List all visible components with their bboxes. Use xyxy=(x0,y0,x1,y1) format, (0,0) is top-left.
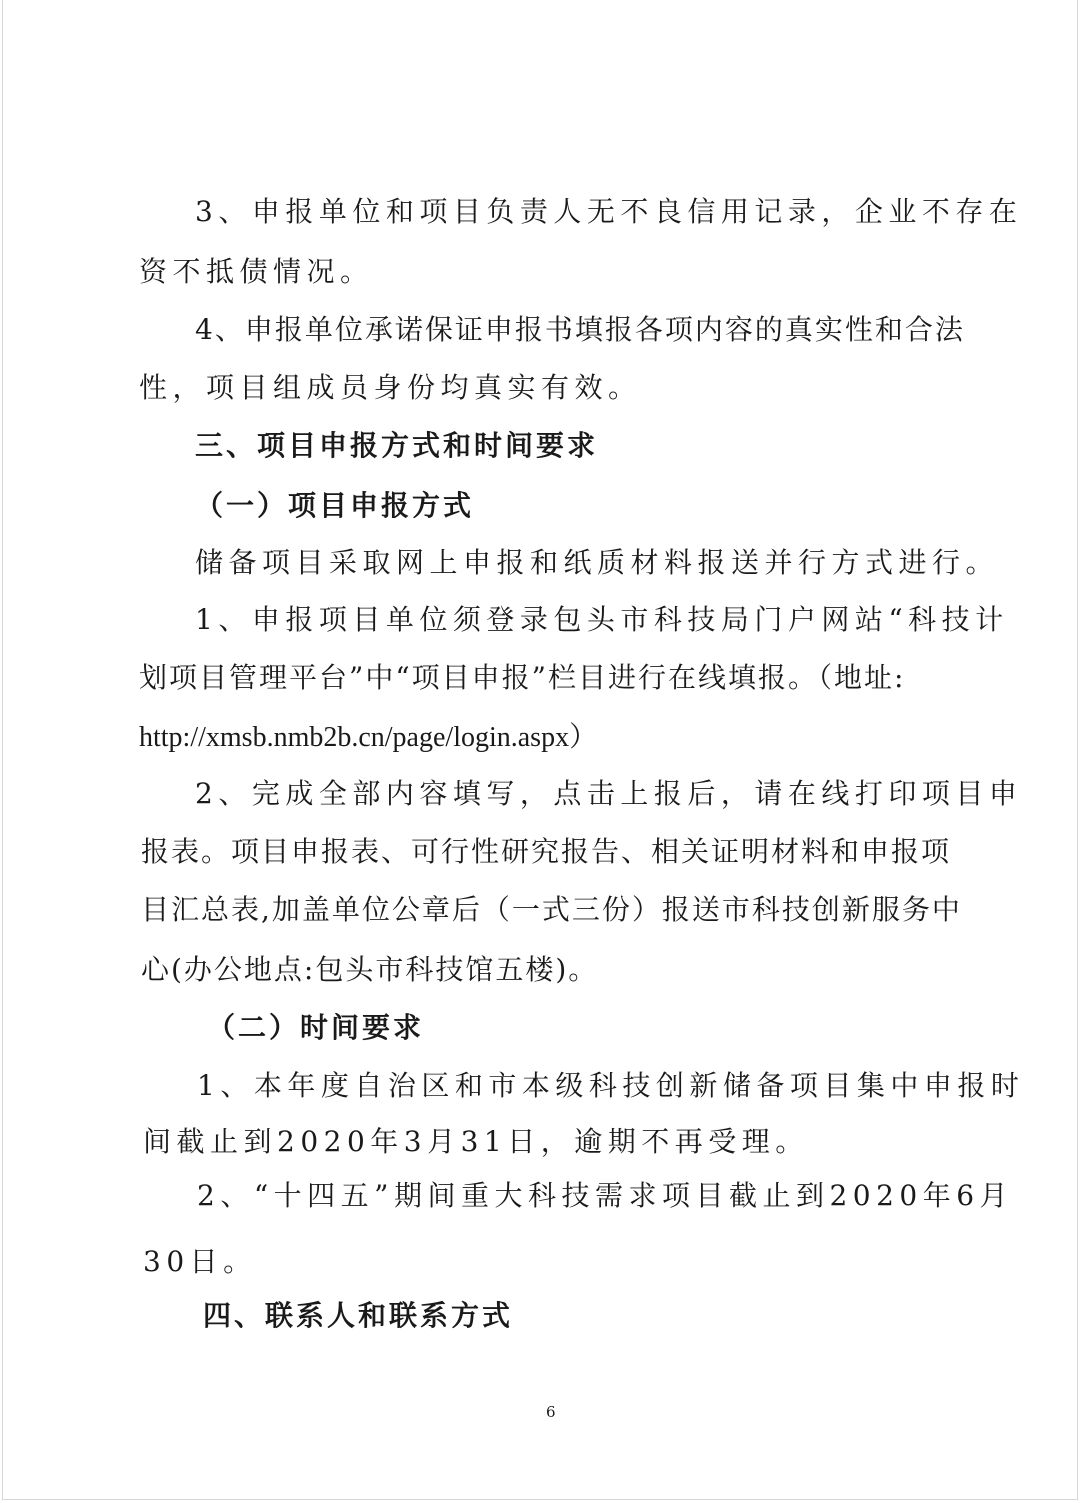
paragraph-line: 心(办公地点:包头市科技馆五楼)。 xyxy=(141,953,599,986)
page-number: 6 xyxy=(546,1403,556,1421)
paragraph-line: 2、完成全部内容填写，点击上报后，请在线打印项目申 xyxy=(195,777,1023,810)
paragraph-line: 30日。 xyxy=(143,1245,257,1278)
subsection-heading: （一）项目申报方式 xyxy=(195,489,475,522)
paragraph-line: 3、申报单位和项目负责人无不良信用记录，企业不存在 xyxy=(195,195,1023,228)
paragraph-line: 4、申报单位承诺保证申报书填报各项内容的真实性和合法 xyxy=(195,313,965,346)
paragraph-line: 资不抵债情况。 xyxy=(139,255,374,288)
paragraph-line: 目汇总表,加盖单位公章后（一式三份）报送市科技创新服务中 xyxy=(141,893,962,926)
paragraph-line: 储备项目采取网上申报和纸质材料报送并行方式进行。 xyxy=(195,546,1000,579)
section-heading: 四、联系人和联系方式 xyxy=(203,1299,514,1332)
section-heading: 三、项目申报方式和时间要求 xyxy=(195,429,599,462)
subsection-heading: （二）时间要求 xyxy=(207,1011,425,1044)
paragraph-line: 划项目管理平台”中“项目申报”栏目进行在线填报。（地址: xyxy=(139,661,906,694)
paragraph-line: 1、申报项目单位须登录包头市科技局门户网站“科技计 xyxy=(195,603,1009,636)
paragraph-line: 间截止到2020年3月31日，逾期不再受理。 xyxy=(143,1125,809,1158)
url-text: http://xmsb.nmb2b.cn/page/login.aspx） xyxy=(139,722,598,753)
paragraph-line: 报表。项目申报表、可行性研究报告、相关证明材料和申报项 xyxy=(141,835,952,868)
document-page xyxy=(2,0,1078,1500)
paragraph-line: 1、本年度自治区和市本级科技创新储备项目集中申报时 xyxy=(197,1069,1025,1102)
paragraph-line: 性，项目组成员身份均真实有效。 xyxy=(139,371,642,404)
paragraph-line: 2、“十四五”期间重大科技需求项目截止到2020年6月 xyxy=(197,1179,1014,1212)
